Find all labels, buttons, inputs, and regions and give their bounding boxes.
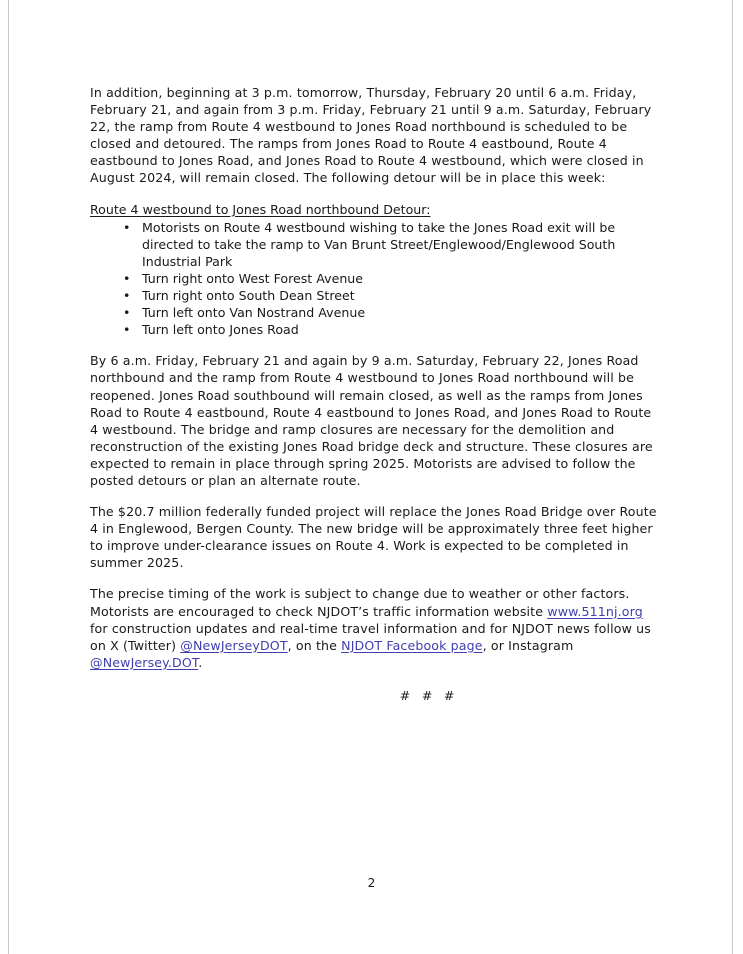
detour-heading: Route 4 westbound to Jones Road northbound Detour: — [90, 201, 431, 217]
page-number: 2 — [367, 876, 376, 890]
list-item — [90, 287, 658, 304]
bullet-icon: • — [123, 305, 131, 321]
bullet-icon: • — [123, 322, 131, 338]
list-item-label: Turn left onto Jones Road — [142, 322, 299, 338]
list-item-label: Turn right onto South Dean Street — [142, 288, 355, 304]
list-item-label: Motorists on Route 4 westbound wishing to take the Jones Road exit will be directed to take the ramp to Van Brunt Street/Englewood/Englewood South Industrial Park — [142, 219, 616, 269]
bullet-icon: • — [123, 288, 131, 304]
end-of-release-mark: # # # — [399, 687, 459, 703]
list-item-label: Turn right onto West Forest Avenue — [142, 270, 364, 286]
closing-text-segment-4: , or Instagram — [482, 637, 574, 653]
list-item — [90, 321, 658, 338]
document-page — [8, 0, 733, 954]
paragraph-reopening-schedule: By 6 a.m. Friday, February 21 and again by 9 a.m. Saturday, February 22, Jones Road northbound and the ramp from Route 4 westbound to Jones Road northbound will be reopened. Jones Road southbound will remain closed, as well as the ramps from Jones Road to Route 4 eastbound, Route 4 eastbound to Jones Road, and Jones Road to Route 4 westbound. The bridge and ramp closures are necessary for the demolition and reconstruction of the existing Jones Road bridge deck and structure. These closures are expected to remain in place through spring 2025. Motorists are advised to follow the posted detours or plan an alternate route. — [90, 353, 653, 488]
closing-text-segment-3: , on the — [287, 637, 342, 653]
link-twitter-newjerseydot[interactable]: @NewJerseyDOT — [180, 637, 288, 653]
paragraph-contact-info — [90, 585, 658, 670]
bullet-icon: • — [123, 219, 131, 235]
link-511nj[interactable]: www.511nj.org — [547, 603, 643, 619]
paragraph-closure-schedule: In addition, beginning at 3 p.m. tomorrow, Thursday, February 20 until 6 a.m. Friday, February 21, and again from 3 p.m. Friday, February 21 until 9 a.m. Saturday, February 22, the ramp from Route 4 westbound to Jones Road northbound is scheduled to be closed and detoured. The ramps from Jones Road to Route 4 eastbound, Route 4 eastbound to Jones Road, and Jones Road to Route 4 westbound, which were closed in August 2024, will remain closed. The following detour will be in place this week: — [90, 85, 652, 186]
list-item-label: Turn left onto Van Nostrand Avenue — [142, 305, 366, 321]
link-instagram-newjerseydot[interactable]: @NewJersey.DOT — [90, 654, 199, 670]
list-item — [90, 304, 658, 321]
list-item — [90, 270, 658, 287]
link-facebook-page[interactable]: NJDOT Facebook page — [341, 637, 483, 653]
closing-text-segment-1: The precise timing of the work is subject to change due to weather or other factors. Motorists are encouraged to check NJDOT’s traffic information website — [90, 586, 630, 619]
closing-text-segment-2: for construction updates and real-time travel information and for NJDOT news follow us on X (Twitter) — [90, 620, 651, 653]
list-item — [90, 219, 658, 270]
closing-text-segment-5: . — [198, 654, 203, 670]
paragraph-project-details: The $20.7 million federally funded project will replace the Jones Road Bridge over Route 4 in Englewood, Bergen County. The new bridge will be approximately three feet higher to improve under-clearance issues on Route 4. Work is expected to be completed in summer 2025. — [90, 504, 657, 571]
bullet-icon: • — [123, 270, 131, 286]
document-body — [90, 84, 658, 704]
detour-steps-list — [90, 219, 658, 339]
